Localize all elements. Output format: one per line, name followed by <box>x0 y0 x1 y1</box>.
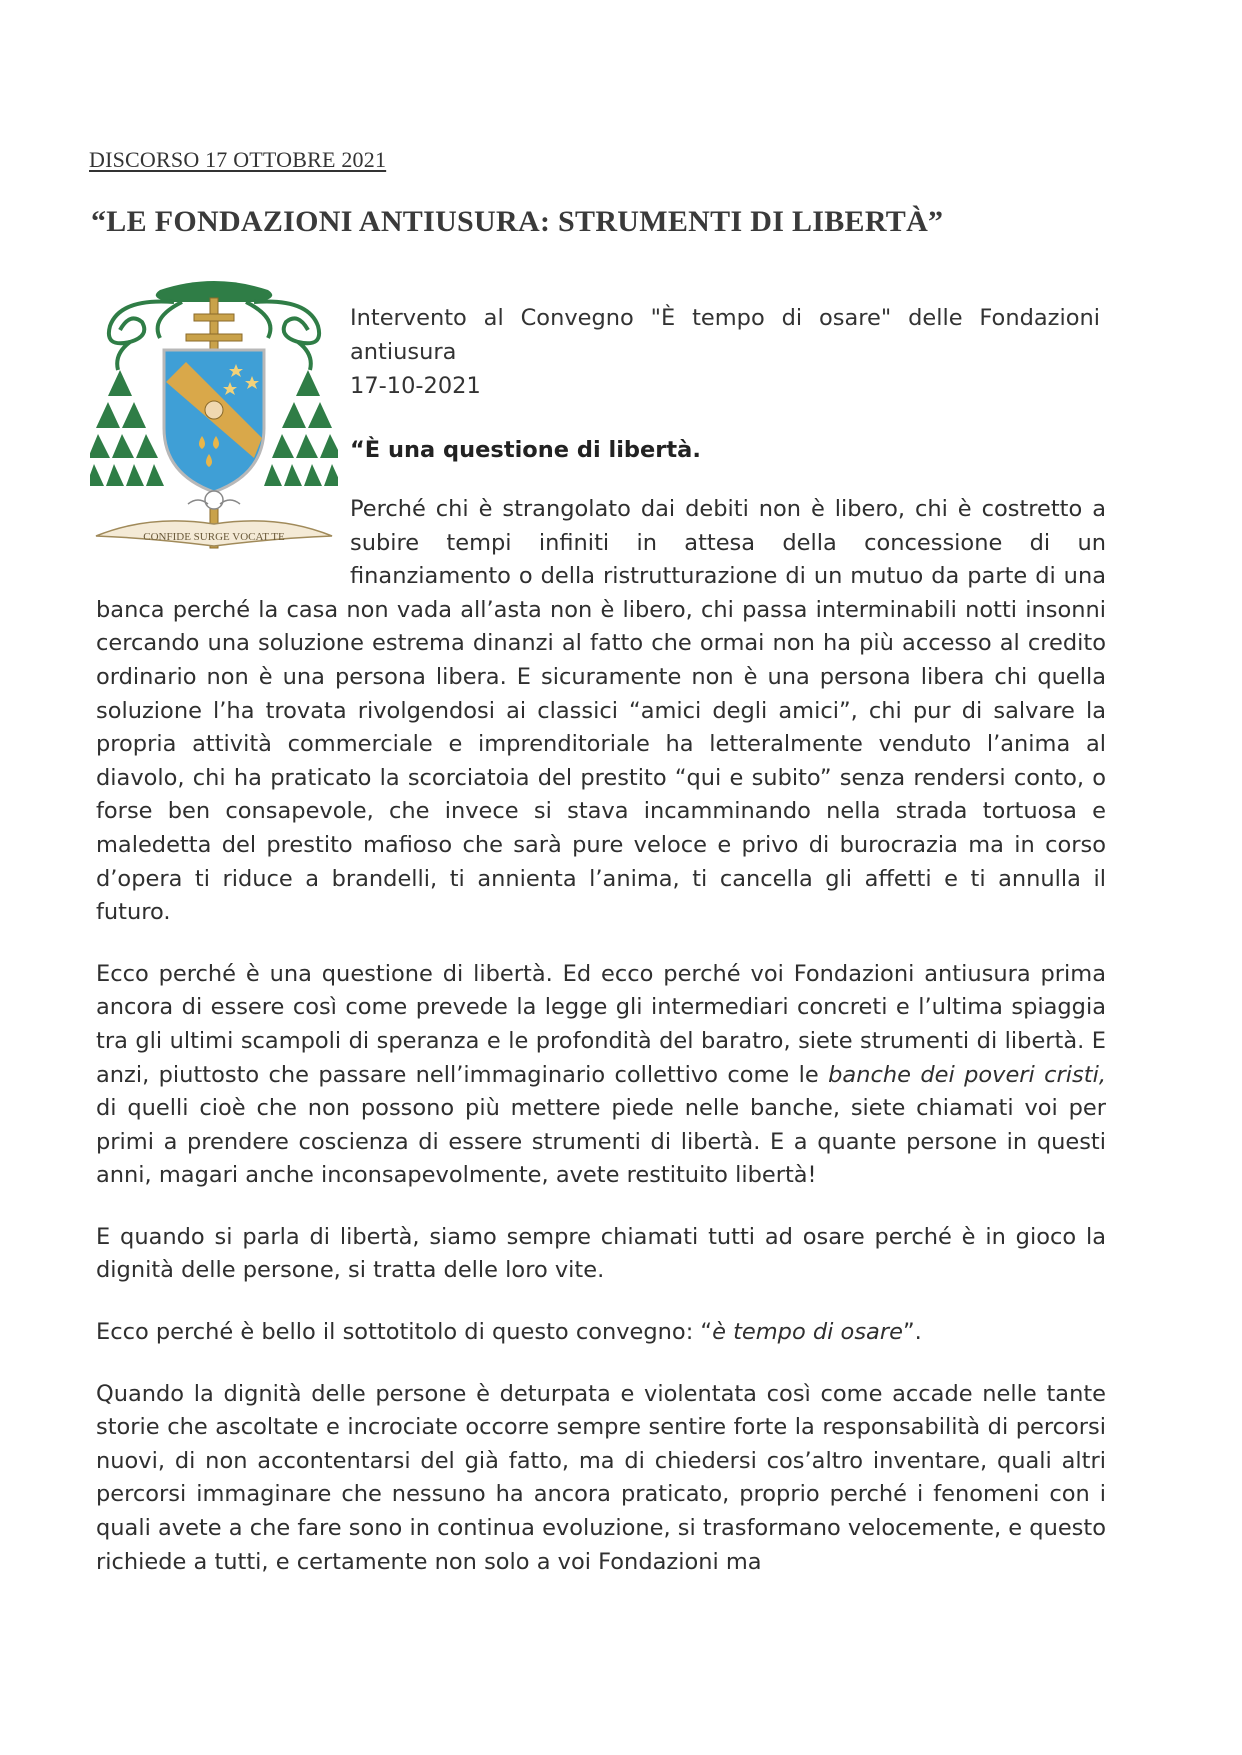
paragraph-2-emphasis: banche dei poveri cristi, <box>828 1061 1106 1088</box>
intro-block <box>350 301 1100 403</box>
paragraph-5: Quando la dignità delle persone è deturpata e violentata così come accade nelle tante storie che ascoltate e incrociate occorre sempre sentire forte la responsabilità di percorsi nuovi, di non accontentarsi del già fatto, ma di chiedersi cos’altro inventare, quali altri percorsi immaginare che nessuno ha ancora praticato, proprio perché i fenomeni con i quali avete a che fare sono in continua evoluzione, si trasformano velocemente, e questo richiede a tutti, e certamente non solo a voi Fondazioni ma <box>96 1380 1106 1575</box>
tassels-right <box>264 370 338 486</box>
paragraph-4 <box>96 1316 1106 1350</box>
document-title: “LE FONDAZIONI ANTIUSURA: STRUMENTI DI LIBERTÀ” <box>91 205 944 238</box>
intro-line: Intervento al Convegno "È tempo di osare" delle Fondazioni antiusura <box>350 305 1100 365</box>
paragraph-1-text: Perché chi è strangolato dai debiti non è libero, chi è costretto a subire tempi infiniti in attesa della concessione di un finanziamento o della ristrutturazione di un mutuo da parte di una banca perché la casa non vada all’asta non è libero, chi passa interminabili notti insonni cercando una soluzione estrema dinanzi al fatto che ormai non ha più accesso al credito ordinario non è una persona libera. E sicuramente non è una persona libera chi quella soluzione l’ha trovata rivolgendosi ai classici “amici degli amici”, chi pur di salvare la propria attività commerciale e imprenditoriale ha letteralmente venduto l’anima al diavolo, chi ha praticato la scorciatoia del prestito “qui e subito” senza rendersi conto, o forse ben consapevole, che invece si stava incamminando nella strada tortuosa e maledetta del prestito mafioso che sarà pure veloce e privo di burocrazia ma in corso d’opera ti riduce a brandelli, ti annienta l’anima, ti cancella gli affetti e ti annulla il futuro. <box>96 496 1106 926</box>
paragraph-3: E quando si parla di libertà, siamo sempre chiamati tutti ad osare perché è in gioco la dignità delle persone, si tratta delle loro vite. <box>96 1223 1106 1284</box>
paragraph-4-emphasis: è tempo di osare <box>712 1319 903 1346</box>
paragraph-4-text-b: ”. <box>902 1319 922 1346</box>
document-label: DISCORSO 17 OTTOBRE 2021 <box>89 147 387 172</box>
paragraph-2-text-b: di quelli cioè che non possono più mettere piede nelle banche, siete chiamati voi per primi a prendere coscienza di essere strumenti di libertà. E a quante persone in questi anni, magari anche inconsapevolmente, avete restituito libertà! <box>96 1095 1106 1189</box>
tassels-left <box>90 370 164 486</box>
intro-date: 17-10-2021 <box>350 373 481 399</box>
lead-sentence: “È una questione di libertà. <box>350 437 701 463</box>
motto-text: CONFIDE SURGE VOCAT TE <box>143 531 285 543</box>
paragraph-2 <box>96 958 1106 1193</box>
paragraph-4-text-a: Ecco perché è bello il sottotitolo di questo convegno: “ <box>96 1319 713 1346</box>
paragraph-1 <box>96 493 1106 930</box>
paragraph-2-text-a: Ecco perché è una questione di libertà. Ed ecco perché voi Fondazioni antiusura prima ancora di essere così come prevede la legge gli intermediari concreti e l’ultima spiaggia tra gli ultimi scampoli di speranza e le profondità del baratro, siete strumenti di libertà. E anzi, piuttosto che passare nell’immaginario collettivo come le <box>96 960 1106 1088</box>
body-text <box>96 493 1106 1607</box>
